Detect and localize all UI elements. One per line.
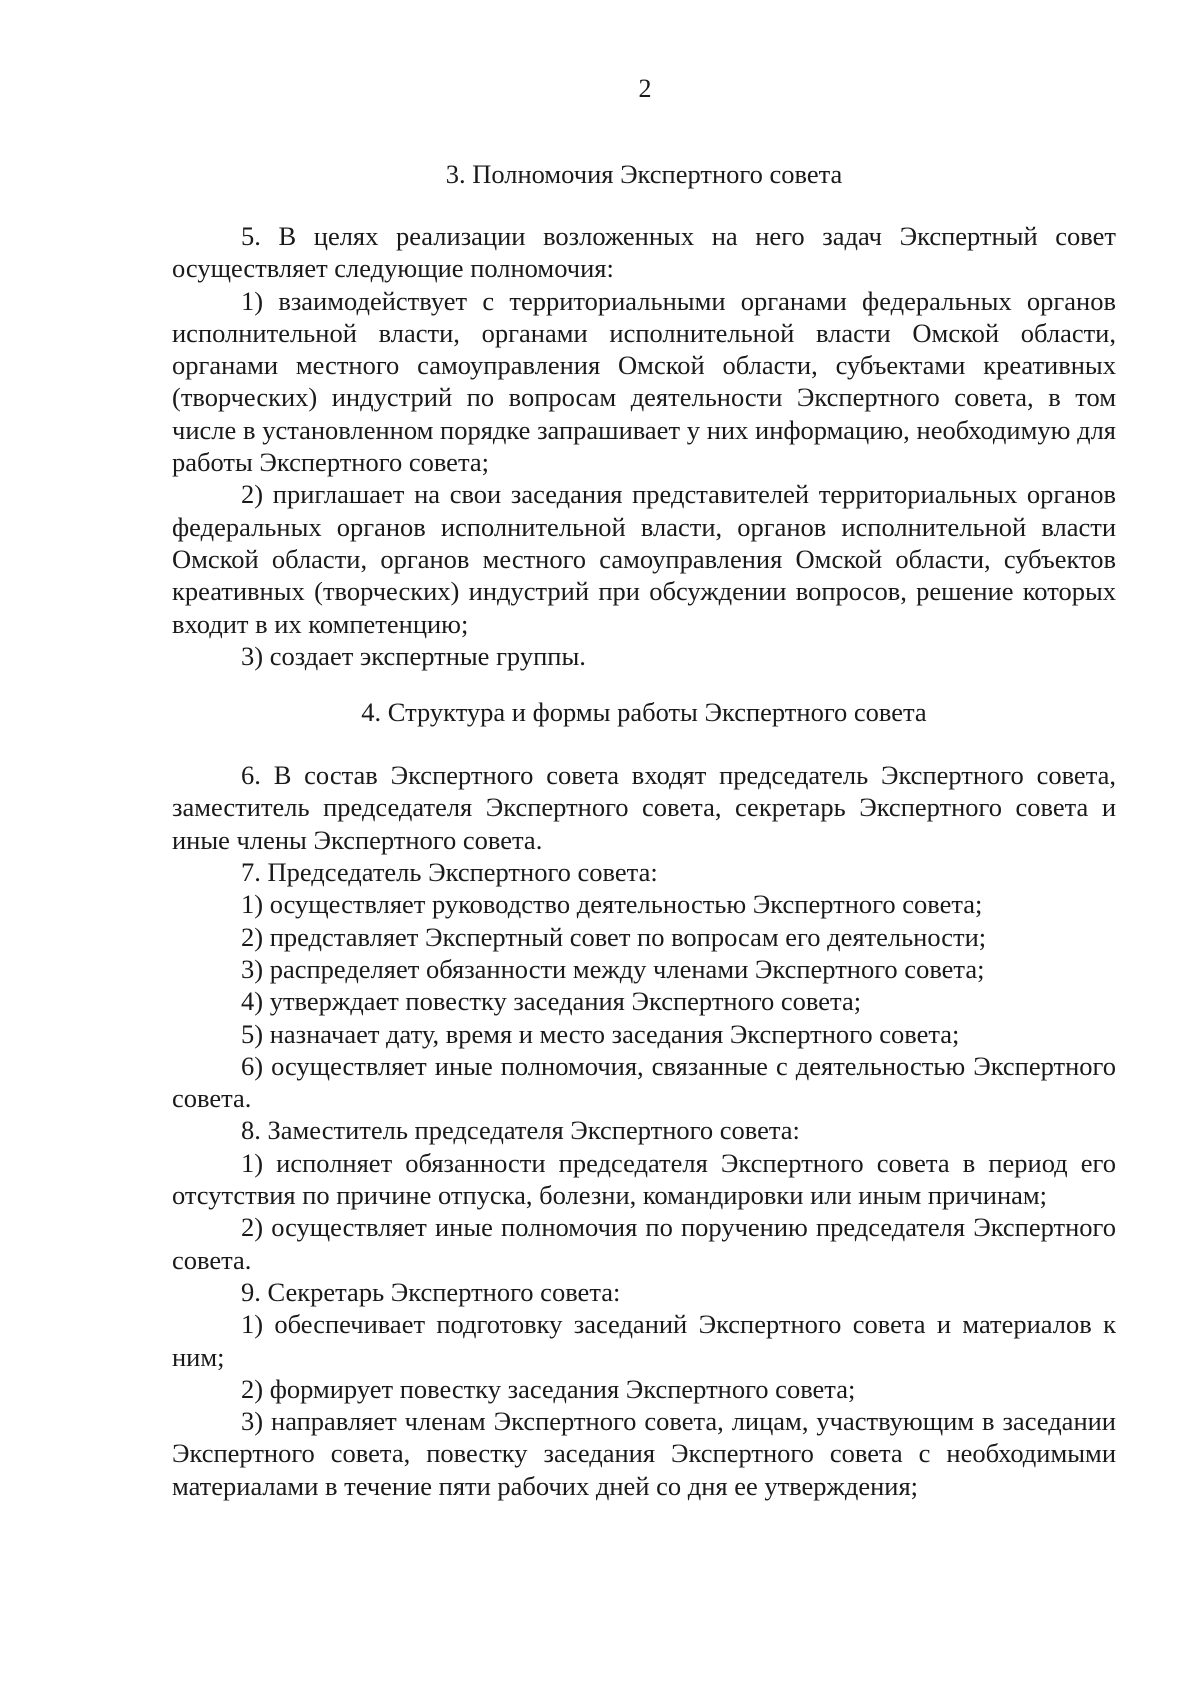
paragraph-5-1: 1) взаимодействует с территориальными органами федеральных органов исполнительной власти, органами исполнительной власти Омской области, органами местного самоуправления Омской области, субъектами креативных (творческих) индустрий по вопросам деятельности Экспертного совета, в том числе в установленном порядке запрашивает у них информацию, необходимую для работы Экспертного совета; [172, 285, 1116, 478]
paragraph-7-5: 5) назначает дату, время и место заседания Экспертного совета; [241, 1018, 960, 1049]
paragraph-8-1: 1) исполняет обязанности председателя Экспертного совета в период его отсутствия по причине отпуска, болезни, командировки или иным причинам; [172, 1147, 1116, 1211]
paragraph-6: 6. В состав Экспертного совета входят председатель Экспертного совета, заместитель председателя Экспертного совета, секретарь Экспертного совета и иные члены Экспертного совета. [172, 760, 1116, 855]
page-number: 2 [638, 74, 652, 103]
paragraph-7-2: 2) представляет Экспертный совет по вопросам его деятельности; [241, 921, 987, 952]
paragraph-7: 7. Председатель Экспертного совета: [241, 857, 658, 888]
paragraph-7-6: 6) осуществляет иные полномочия, связанные с деятельностью Экспертного совета. [172, 1050, 1116, 1114]
paragraph-9: 9. Секретарь Экспертного совета: [241, 1276, 621, 1307]
paragraph-7-1: 1) осуществляет руководство деятельностью Экспертного совета; [241, 889, 983, 920]
paragraph-7-4: 4) утверждает повестку заседания Экспертного совета; [241, 986, 862, 1017]
paragraph-9-2: 2) формирует повестку заседания Экспертного совета; [241, 1373, 856, 1404]
section-heading-3: 3. Полномочия Экспертного совета [445, 159, 843, 189]
paragraph-8-2: 2) осуществляет иные полномочия по поручению председателя Экспертного совета. [172, 1212, 1116, 1275]
paragraph-9-3: 3) направляет членам Экспертного совета, лицам, участвующим в заседании Экспертного совета, повестку заседания Экспертного совета с необходимыми материалами в течение пяти рабочих дней со дня ее утверждения; [172, 1406, 1116, 1501]
section-heading-4: 4. Структура и формы работы Экспертного совета [361, 697, 927, 728]
paragraph-9-1: 1) обеспечивает подготовку заседаний Экспертного совета и материалов к ним; [172, 1309, 1116, 1372]
paragraph-5: 5. В целях реализации возложенных на него задач Экспертный совет осуществляет следующие полномочия: [172, 221, 1116, 284]
paragraph-8: 8. Заместитель председателя Экспертного совета: [241, 1115, 800, 1146]
paragraph-5-2: 2) приглашает на свои заседания представителей территориальных органов федеральных органов исполнительной власти, органов исполнительной власти Омской области, органов местного самоуправления Омской области, субъектов креативных (творческих) индустрий при обсуждении вопросов, решение которых входит в их компетенцию; [172, 479, 1116, 639]
document-body [172, 158, 1116, 1502]
paragraph-5-3: 3) создает экспертные группы. [241, 640, 586, 671]
paragraph-7-3: 3) распределяет обязанности между членами Экспертного совета; [241, 953, 985, 984]
